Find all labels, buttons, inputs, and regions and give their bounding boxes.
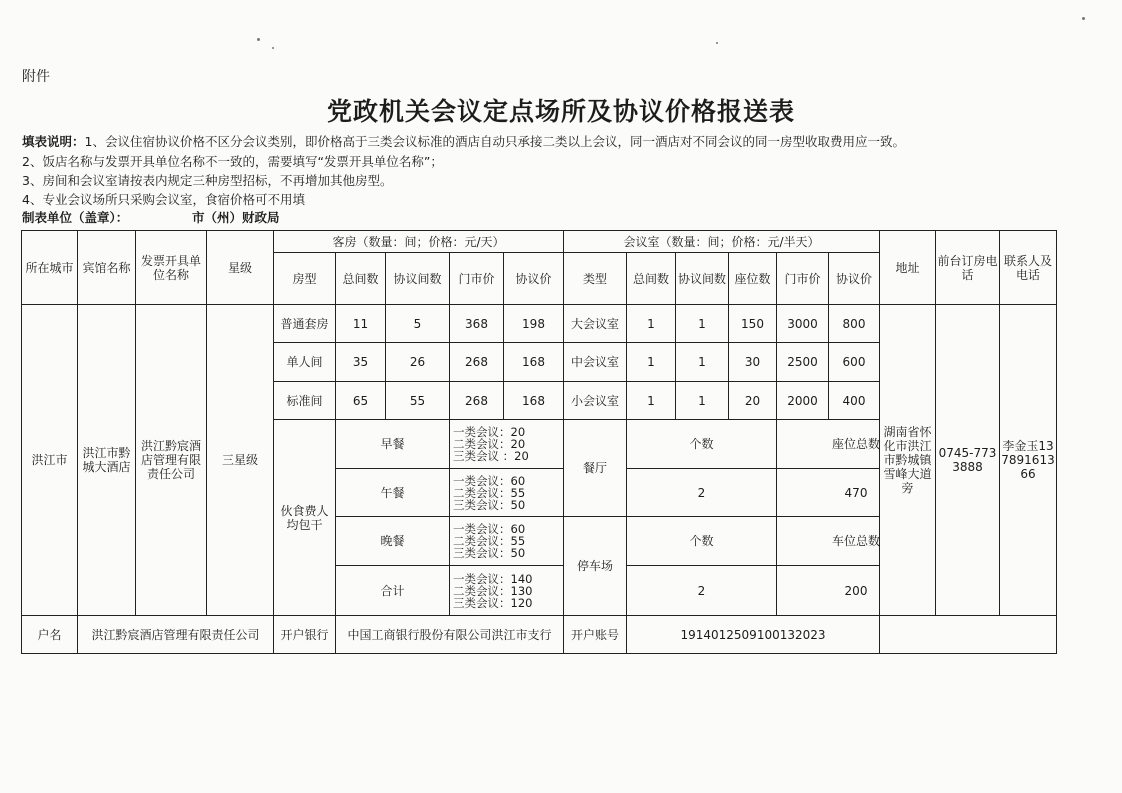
room-total: 65 bbox=[336, 382, 386, 420]
note-line-3: 3、房间和会议室请按表内规定三种房型招标，不再增加其他房型。 bbox=[22, 173, 393, 188]
meeting-agreed-price: 400 bbox=[829, 382, 880, 420]
account-name: 洪江黔宸酒店管理有限责任公司 bbox=[78, 616, 274, 654]
restaurant-seats-label: 座位总数 bbox=[777, 420, 936, 469]
hotel-city: 洪江市 bbox=[22, 305, 78, 616]
account-number: 1914012509100132023 bbox=[627, 616, 880, 654]
restaurant-seats: 470 bbox=[777, 469, 936, 517]
header-room-type: 房型 bbox=[274, 253, 336, 305]
document-title: 党政机关会议定点场所及协议价格报送表 bbox=[326, 97, 795, 126]
parking-count-label: 个数 bbox=[627, 517, 777, 566]
header-room-agreed-price: 协议价 bbox=[504, 253, 564, 305]
price-table bbox=[21, 230, 1057, 654]
room-type: 标准间 bbox=[274, 382, 336, 420]
scan-speck bbox=[257, 38, 260, 41]
meal-standards: 一类会议：140 二类会议：130 三类会议：120 bbox=[450, 566, 564, 616]
meal-standards: 一类会议：60 二类会议：55 三类会议：50 bbox=[450, 469, 564, 517]
meeting-type: 大会议室 bbox=[564, 305, 627, 343]
header-room-agreed-count: 协议间数 bbox=[386, 253, 450, 305]
hotel-star: 三星级 bbox=[207, 305, 274, 616]
header-meeting-agreed-count: 协议间数 bbox=[676, 253, 729, 305]
hotel-name: 洪江市黔城大酒店 bbox=[78, 305, 136, 616]
header-hotel: 宾馆名称 bbox=[78, 231, 136, 305]
header-address: 地址 bbox=[880, 231, 936, 305]
meeting-agreed-price: 800 bbox=[829, 305, 880, 343]
meeting-rack-price: 2000 bbox=[777, 382, 829, 420]
header-star: 星级 bbox=[207, 231, 274, 305]
contact-person: 李金玉13789161366 bbox=[1000, 305, 1057, 616]
header-room-rack-price: 门市价 bbox=[450, 253, 504, 305]
meeting-rack-price: 2500 bbox=[777, 343, 829, 382]
account-name-label: 户名 bbox=[22, 616, 78, 654]
note-line-4: 4、专业会议场所只采购会议室，食宿价格可不用填 bbox=[22, 192, 305, 207]
note-line-2: 2、饭店名称与发票开具单位名称不一致的，需要填写“发票开具单位名称”； bbox=[22, 154, 443, 169]
meeting-rack-price: 3000 bbox=[777, 305, 829, 343]
meal-standards: 一类会议：60 二类会议：55 三类会议：50 bbox=[450, 517, 564, 566]
meeting-type: 中会议室 bbox=[564, 343, 627, 382]
room-total: 11 bbox=[336, 305, 386, 343]
front-desk-phone: 0745-7733888 bbox=[936, 305, 1000, 616]
restaurant-count-label: 个数 bbox=[627, 420, 777, 469]
parking-spaces: 200 bbox=[777, 566, 936, 616]
header-invoice-unit: 发票开具单位名称 bbox=[136, 231, 207, 305]
meeting-seats: 30 bbox=[729, 343, 777, 382]
note-lead: 填表说明： bbox=[22, 134, 85, 149]
room-agreed-price: 198 bbox=[504, 305, 564, 343]
room-type: 普通套房 bbox=[274, 305, 336, 343]
room-total: 35 bbox=[336, 343, 386, 382]
header-front-desk: 前台订房电话 bbox=[936, 231, 1000, 305]
scan-speck bbox=[272, 47, 274, 49]
meal-name: 午餐 bbox=[336, 469, 450, 517]
meeting-type: 小会议室 bbox=[564, 382, 627, 420]
header-meeting-rack-price: 门市价 bbox=[777, 253, 829, 305]
header-meeting-seats: 座位数 bbox=[729, 253, 777, 305]
header-city: 所在城市 bbox=[22, 231, 78, 305]
room-rack-price: 268 bbox=[450, 343, 504, 382]
room-agreed-price: 168 bbox=[504, 382, 564, 420]
meal-name: 合计 bbox=[336, 566, 450, 616]
prepared-by-value: 市（州）财政局 bbox=[192, 210, 280, 225]
room-type: 单人间 bbox=[274, 343, 336, 382]
meeting-seats: 150 bbox=[729, 305, 777, 343]
parking-spaces-label: 车位总数 bbox=[777, 517, 936, 566]
header-meeting-agreed-price: 协议价 bbox=[829, 253, 880, 305]
account-number-label: 开户账号 bbox=[564, 616, 627, 654]
header-meeting-rooms: 会议室（数量：间；价格：元/半天） bbox=[564, 231, 880, 253]
meeting-total: 1 bbox=[627, 305, 676, 343]
meeting-total: 1 bbox=[627, 382, 676, 420]
meeting-seats: 20 bbox=[729, 382, 777, 420]
attachment-label: 附件 bbox=[22, 69, 50, 85]
parking-label: 停车场 bbox=[564, 517, 627, 616]
meal-name: 早餐 bbox=[336, 420, 450, 469]
parking-count: 2 bbox=[627, 566, 777, 616]
header-meeting-type: 类型 bbox=[564, 253, 627, 305]
meeting-total: 1 bbox=[627, 343, 676, 382]
meal-name: 晚餐 bbox=[336, 517, 450, 566]
header-contact: 联系人及电话 bbox=[1000, 231, 1057, 305]
food-label: 伙食费人均包干 bbox=[274, 420, 336, 616]
room-agreed-price: 168 bbox=[504, 343, 564, 382]
meal-standards: 一类会议：20 二类会议：20 三类会议 ：20 bbox=[450, 420, 564, 469]
scan-speck bbox=[1082, 17, 1085, 20]
meeting-agreed-count: 1 bbox=[676, 382, 729, 420]
hotel-invoice-unit: 洪江黔宸酒店管理有限责任公司 bbox=[136, 305, 207, 616]
scan-speck bbox=[716, 42, 718, 44]
header-meeting-total: 总间数 bbox=[627, 253, 676, 305]
meeting-agreed-count: 1 bbox=[676, 305, 729, 343]
empty-cell bbox=[880, 616, 1057, 654]
room-agreed-count: 55 bbox=[386, 382, 450, 420]
bank-label: 开户银行 bbox=[274, 616, 336, 654]
header-guest-rooms: 客房（数量：间；价格：元/天） bbox=[274, 231, 564, 253]
meeting-agreed-price: 600 bbox=[829, 343, 880, 382]
prepared-by: 制表单位（盖章）： 市（州）财政局 bbox=[22, 210, 280, 225]
hotel-address: 湖南省怀化市洪江市黔城镇雪峰大道旁 bbox=[880, 305, 936, 616]
bank-name: 中国工商银行股份有限公司洪江市支行 bbox=[336, 616, 564, 654]
header-room-total: 总间数 bbox=[336, 253, 386, 305]
room-agreed-count: 5 bbox=[386, 305, 450, 343]
restaurant-count: 2 bbox=[627, 469, 777, 517]
note-line-1: 填表说明：1、会议住宿协议价格不区分会议类别，即价格高于三类会议标准的酒店自动只承接二类以上会议，同一酒店对不同会议的同一房型收取费用应一致。 bbox=[22, 134, 905, 149]
restaurant-label: 餐厅 bbox=[564, 420, 627, 517]
meeting-agreed-count: 1 bbox=[676, 343, 729, 382]
room-agreed-count: 26 bbox=[386, 343, 450, 382]
room-rack-price: 368 bbox=[450, 305, 504, 343]
room-rack-price: 268 bbox=[450, 382, 504, 420]
